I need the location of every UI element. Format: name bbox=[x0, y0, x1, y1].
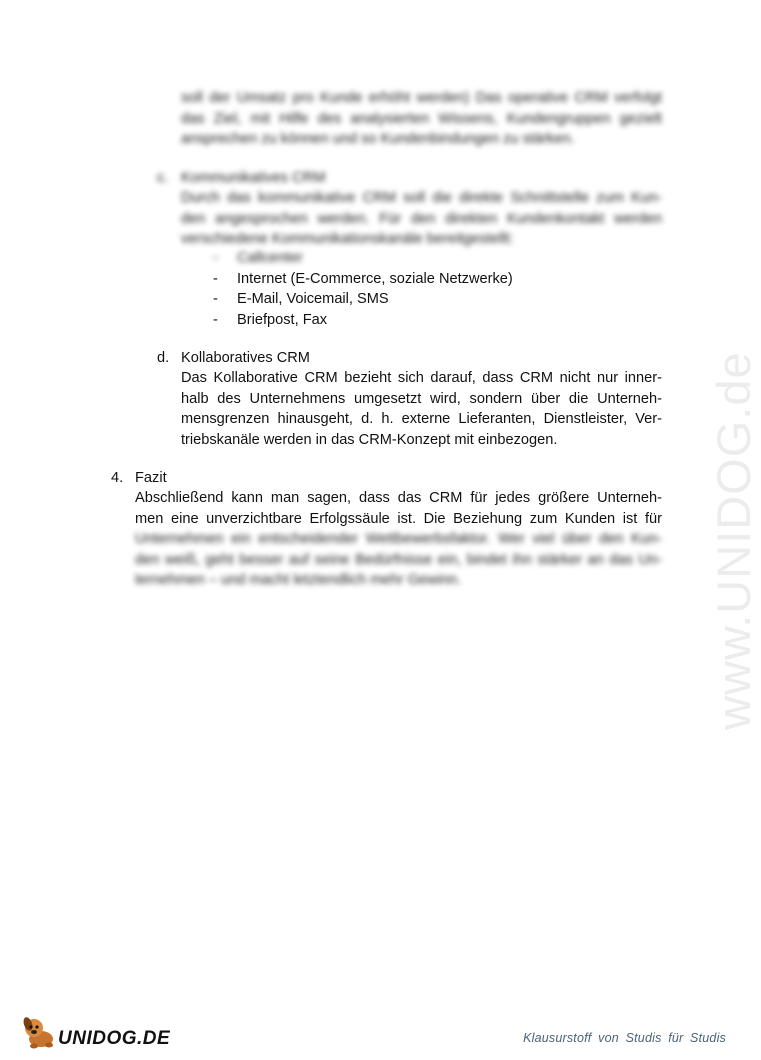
text-line: Durch das kommunikative CRM soll die direkte Schnittstelle zum Kun- bbox=[181, 190, 662, 206]
text-line: men eine unverzichtbare Erfolgssäule ist. Die Beziehung zum Kunden ist für bbox=[135, 510, 662, 527]
text-line: ansprechen zu können und so Kundenbindungen zu stärken. bbox=[181, 131, 575, 147]
text-line: das Ziel, mit Hilfe des analysierten Wissens, Kundengruppen gezielt bbox=[181, 110, 662, 127]
list-item-text: Callcenter bbox=[237, 250, 303, 266]
text-line: soll der Umsatz pro Kunde erhöht werden) Das operative CRM verfolgt bbox=[181, 90, 662, 106]
dog-logo-icon bbox=[20, 1012, 60, 1052]
section-c-paragraph bbox=[181, 188, 662, 250]
list-item bbox=[213, 289, 513, 310]
section-4-paragraph bbox=[135, 488, 662, 591]
section-4-title: Fazit bbox=[135, 470, 167, 486]
section-d-title: Kollaboratives CRM bbox=[181, 350, 310, 366]
channel-list bbox=[213, 248, 513, 330]
bullet-dash: - bbox=[213, 250, 218, 266]
section-c-title: Kommunikatives CRM bbox=[181, 170, 326, 186]
footer-slogan: Klausurstoff von Studis für Studis bbox=[523, 1031, 726, 1045]
text-line: halb des Unternehmens umgesetzt wird, sondern über die Unterneh- bbox=[181, 390, 662, 407]
text-line: mensgrenzen hinausgeht, d. h. externe Lieferanten, Dienstleister, Ver- bbox=[181, 411, 662, 427]
section-d-paragraph bbox=[181, 368, 662, 450]
section-c-marker: c. bbox=[157, 170, 169, 186]
list-item bbox=[213, 269, 513, 290]
watermark: www.UNIDOG.de bbox=[707, 351, 760, 730]
list-item bbox=[213, 310, 513, 331]
text-line: den weiß, geht besser auf seine Bedürfnisse ein, bindet ihn stärker an das Un- bbox=[135, 551, 662, 568]
bullet-dash: - bbox=[213, 311, 218, 328]
text-line: Das Kollaborative CRM bezieht sich darauf, dass CRM nicht nur inner- bbox=[181, 370, 662, 386]
footer-brand: UNIDOG.DE bbox=[58, 1028, 171, 1049]
text-line: ternehmen – und macht letztendlich mehr Gewinn. bbox=[135, 572, 462, 588]
section-4-marker: 4. bbox=[111, 470, 124, 486]
list-item-text: Internet (E-Commerce, soziale Netzwerke) bbox=[237, 270, 513, 287]
list-item-text: Briefpost, Fax bbox=[237, 311, 328, 328]
text-line: triebskanäle werden in das CRM-Konzept mit einbezogen. bbox=[181, 431, 558, 448]
text-line: verschiedene Kommunikationskanäle bereitgestellt: bbox=[181, 231, 514, 247]
text-line: Abschließend kann man sagen, dass das CRM für jedes größere Unterneh- bbox=[135, 490, 662, 506]
section-d-marker: d. bbox=[157, 350, 170, 366]
bullet-dash: - bbox=[213, 270, 218, 287]
list-item-text: E-Mail, Voicemail, SMS bbox=[237, 291, 389, 307]
intro-paragraph bbox=[181, 88, 662, 150]
bullet-dash: - bbox=[213, 291, 218, 307]
list-item bbox=[213, 248, 513, 269]
text-line: Unternehmen ein entscheidender Wettbewerbsfaktor. Wer viel über den Kun- bbox=[135, 531, 662, 547]
text-line: den angesprochen werden. Für den direkten Kundenkontakt werden bbox=[181, 210, 662, 227]
